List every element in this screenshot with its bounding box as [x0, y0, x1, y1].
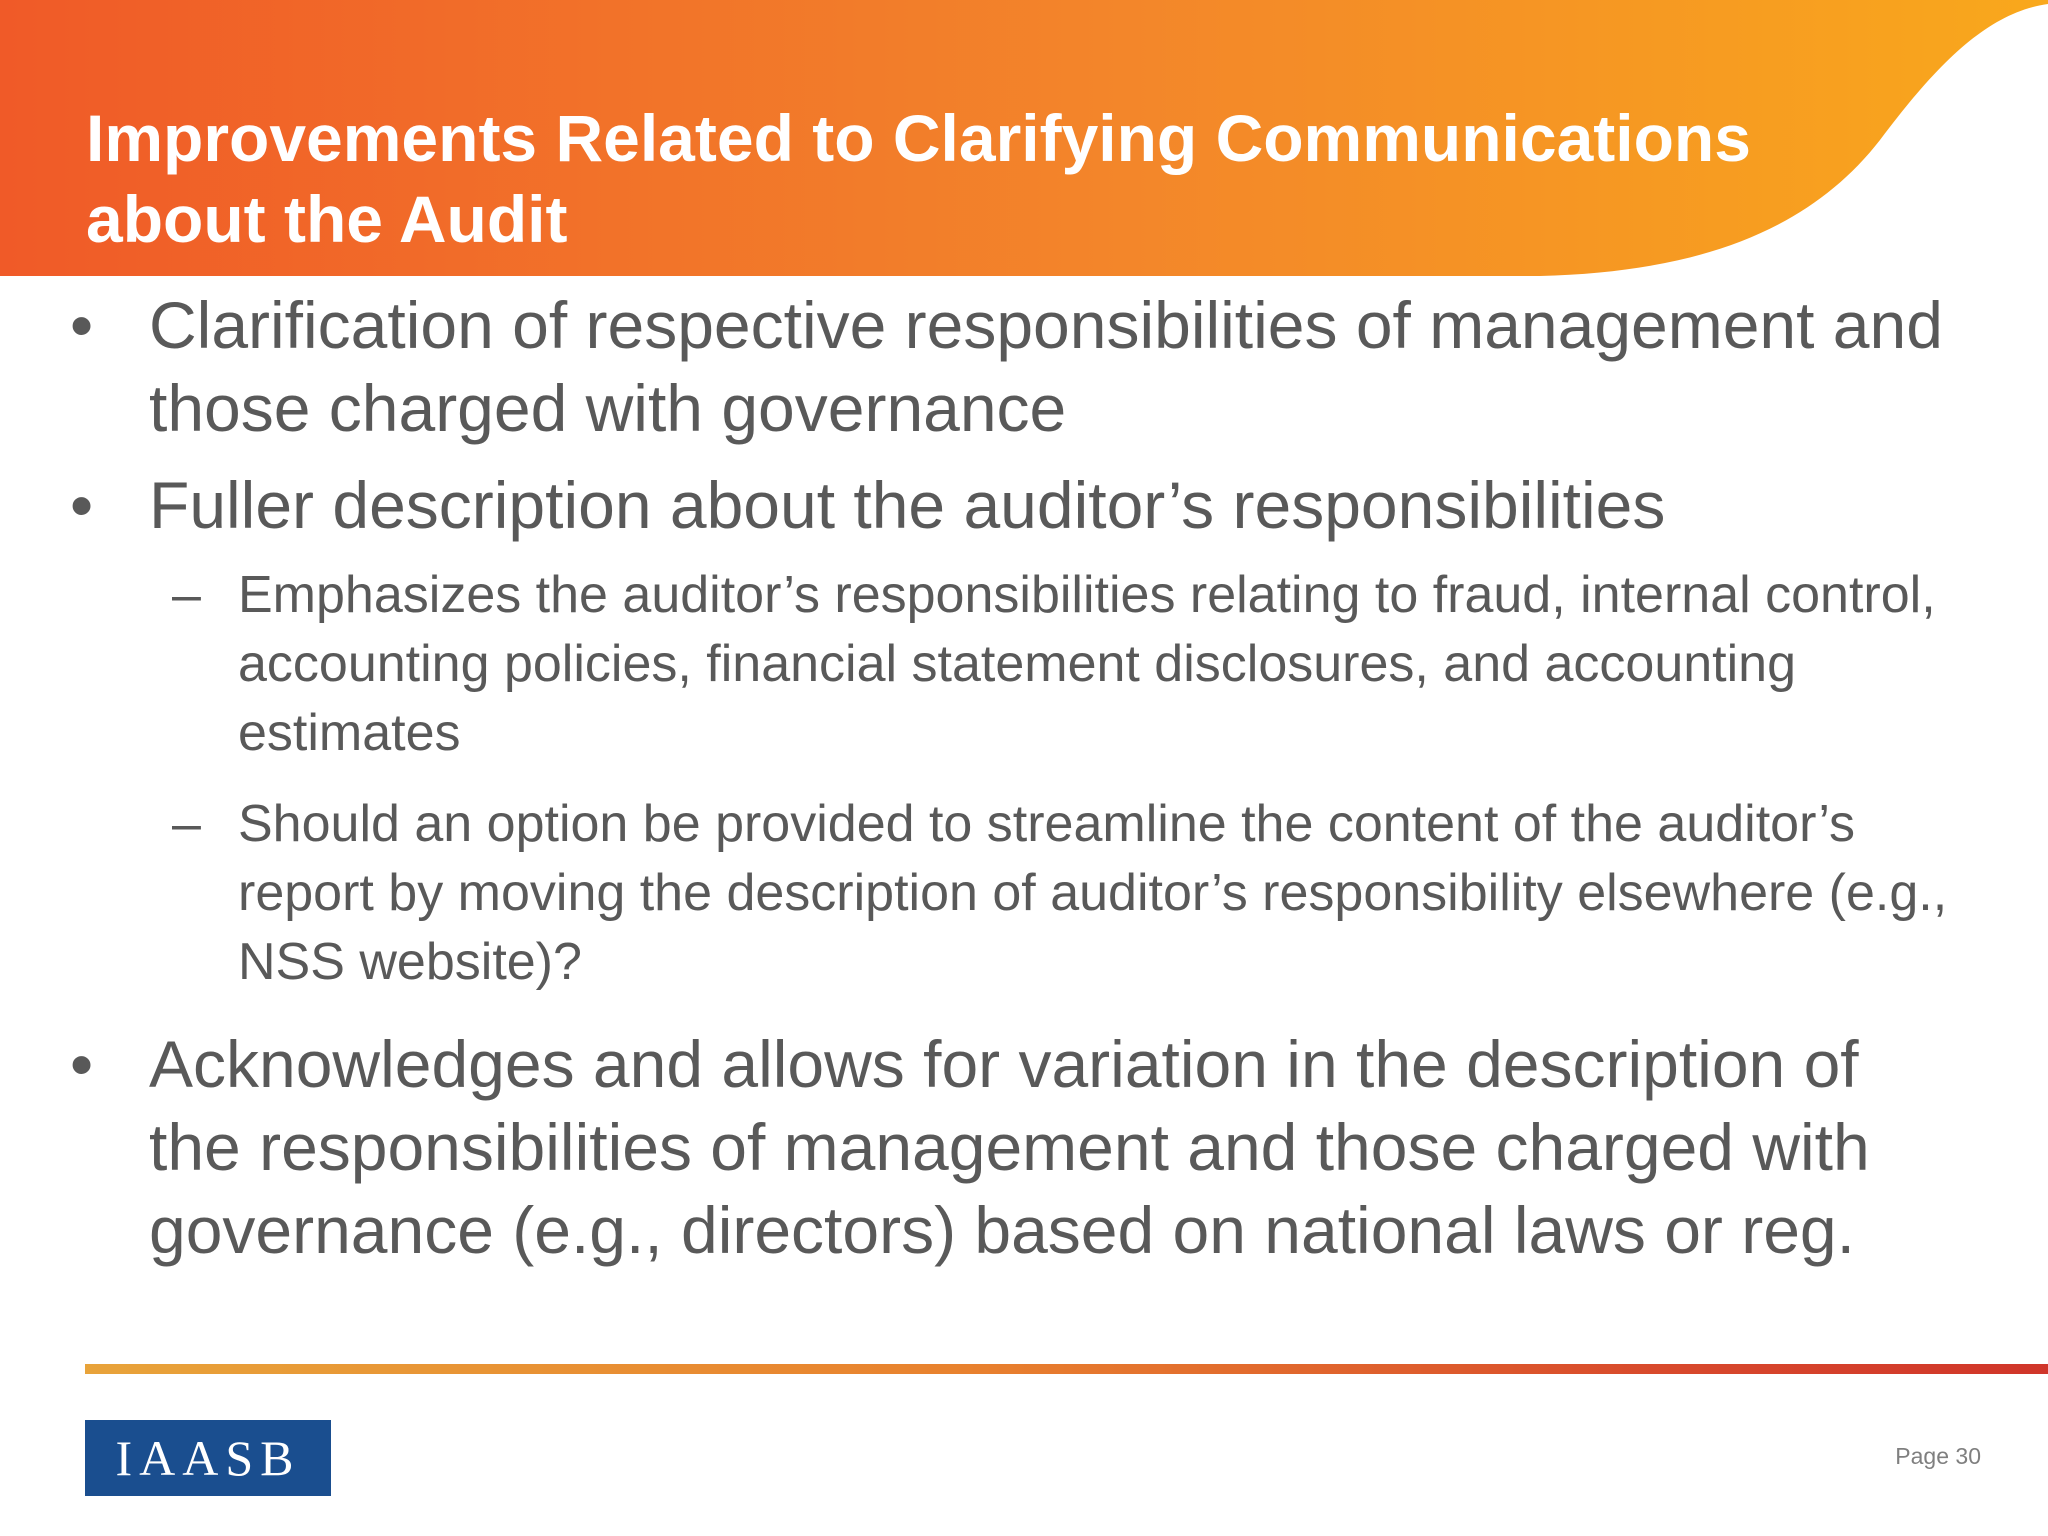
slide-title: Improvements Related to Clarifying Communications about the Audit	[86, 101, 1751, 256]
logo-text: IAASB	[115, 1430, 301, 1486]
bullet-item	[0, 284, 1949, 450]
bullet-list	[0, 284, 2048, 1272]
bullet-marker: •	[70, 468, 94, 542]
bullet-marker: •	[70, 1027, 94, 1101]
bullet-marker: •	[70, 288, 94, 362]
sub-bullet-item	[0, 790, 1958, 997]
bullet-item	[0, 1023, 1949, 1272]
footer-divider	[85, 1364, 2048, 1374]
sub-bullet-item	[0, 561, 1958, 768]
bullet-text: Fuller description about the auditor’s responsibilities	[149, 468, 1666, 542]
sub-bullet-text: Should an option be provided to streamline the content of the auditor’s report by moving the description of auditor’s responsibility elsewhere (e.g., NSS website)?	[238, 795, 1948, 991]
bullet-text: Clarification of respective responsibilities of management and those charged with governance	[149, 288, 1943, 445]
sub-bullet-text: Emphasizes the auditor’s responsibilities relating to fraud, internal control, accounting policies, financial statement disclosures, and accounting estimates	[238, 566, 1936, 762]
sub-bullet-marker: –	[172, 566, 201, 624]
page-number: Page 30	[1895, 1443, 1981, 1469]
bullet-text: Acknowledges and allows for variation in the description of the responsibilities of management and those charged with governance (e.g., directors) based on national laws or reg.	[149, 1027, 1870, 1267]
sub-bullet-marker: –	[172, 795, 201, 853]
iaasb-logo	[85, 1420, 331, 1496]
bullet-item	[0, 464, 1949, 547]
